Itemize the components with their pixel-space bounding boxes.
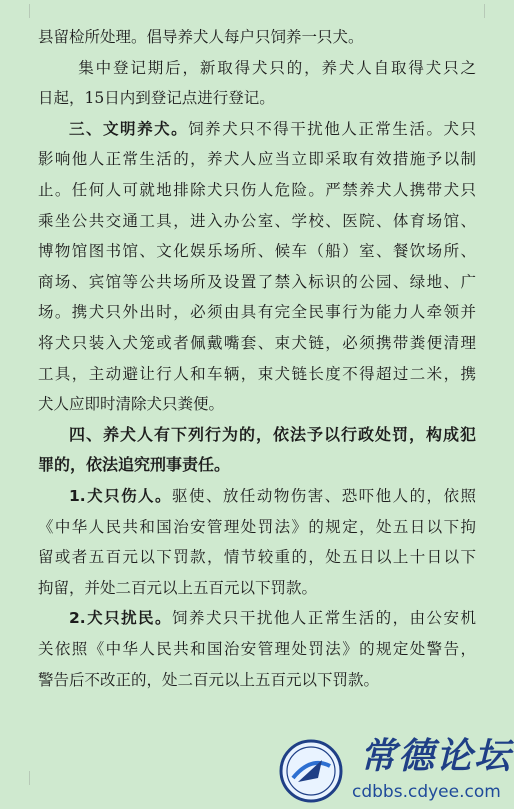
text-line: [38, 603, 476, 633]
text-line: [38, 573, 476, 603]
line-text: 留或者五百元以下罚款，情节较重的，处五日以上十日以下: [38, 548, 476, 567]
watermark-title: 常德论坛: [360, 735, 513, 777]
line-text: 场。携犬只外出时，必须由具有完全民事行为能力人牵领并: [38, 303, 476, 322]
text-line: [38, 175, 476, 205]
line-text: 警告后不改正的，处二百元以上五百元以下罚款。: [38, 670, 380, 689]
line-text: 《中华人民共和国治安管理处罚法》的规定，处五日以下拘: [38, 517, 476, 536]
line-text: 县留检所处理。倡导养犬人每户只饲养一只犬。: [38, 28, 364, 46]
line-text: 拘留，并处二百元以上五百元以下罚款。: [38, 578, 318, 597]
text-line: [38, 144, 476, 174]
crop-mark-bottom-left: [29, 771, 30, 785]
text-line: [38, 512, 476, 542]
line-text: 影响他人正常生活的，养犬人应当立即采取有效措施予以制: [38, 150, 476, 169]
text-line: [38, 359, 476, 389]
line-text: 商场、宾馆等公共场所及设置了禁入标识的公园、绿地、广: [38, 272, 476, 291]
text-line: [38, 206, 476, 236]
text-line: [38, 542, 476, 572]
line-text: 工具，主动避让行人和车辆，束犬链长度不得超过二米，携: [38, 364, 476, 383]
line-text: 日起，15日内到登记点进行登记。: [38, 89, 275, 108]
text-line: [38, 114, 476, 144]
text-line: [38, 420, 476, 450]
bold-lead: 三、文明养犬。: [69, 119, 189, 138]
line-text: 关依照《中华人民共和国治安管理处罚法》的规定处警告，: [38, 640, 476, 658]
text-line: [38, 267, 476, 297]
line-text: 将犬只装入犬笼或者佩戴嘴套、束犬链，必须携带粪便清理: [38, 334, 476, 352]
text-line: [38, 236, 476, 266]
text-line: [38, 83, 476, 113]
bold-lead: 2.犬只扰民。: [69, 609, 172, 628]
line-text: 饲养犬只不得干扰他人正常生活。犬只: [188, 119, 476, 138]
bold-lead: 1.犬只伤人。: [69, 487, 172, 505]
watermark-url: cdbbs.cdyee.com: [352, 782, 501, 802]
line-text: 犬人应即时清除犬只粪便。: [38, 395, 225, 414]
crop-mark-top-right: [484, 4, 485, 18]
line-text: 集中登记期后，新取得犬只的，养犬人自取得犬只之: [78, 58, 476, 77]
text-line: [38, 328, 476, 358]
text-line: [38, 389, 476, 419]
line-text: 驱使、放任动物伤害、恐吓他人的，依照: [172, 487, 476, 505]
line-text: 乘坐公共交通工具，进入办公室、学校、医院、体育场馆、: [38, 211, 476, 230]
text-line: [38, 481, 476, 511]
line-text: 饲养犬只干扰他人正常生活的，由公安机: [172, 609, 476, 628]
forum-logo-icon: [278, 738, 344, 804]
section-heading: 四、养犬人有下列行为的，依法予以行政处罚，构成犯: [69, 424, 476, 444]
text-line: [38, 450, 476, 480]
crop-mark-top-left: [29, 4, 30, 18]
line-text: 博物馆图书馆、文化娱乐场所、候车（船）室、餐饮场所、: [38, 242, 476, 261]
text-line: [38, 22, 476, 52]
text-line: [38, 53, 476, 83]
section-heading: 罪的，依法追究刑事责任。: [38, 455, 231, 475]
line-text: 止。任何人可就地排除犬只伤人危险。严禁养犬人携带犬只: [38, 181, 476, 199]
text-line: [38, 297, 476, 327]
text-line: [38, 634, 476, 664]
text-line: [38, 665, 476, 695]
